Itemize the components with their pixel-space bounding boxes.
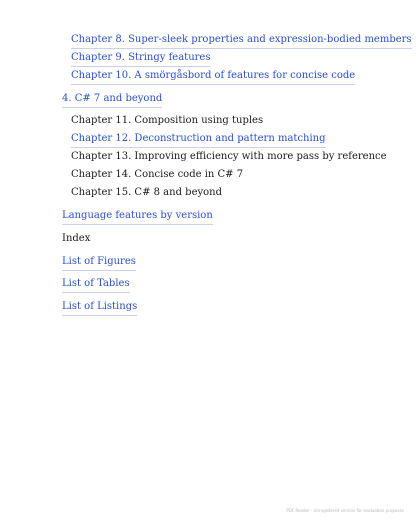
toc-link-chapter-10[interactable]: Chapter 10. A smörgåsbord of features for concise code (71, 69, 355, 85)
toc-link-list-of-figures[interactable]: List of Figures (62, 255, 136, 271)
toc-link-chapter-9[interactable]: Chapter 9. Stringy features (71, 51, 210, 67)
toc-link-list-of-tables[interactable]: List of Tables (62, 277, 130, 293)
toc-item-chapter-14: Chapter 14. Concise code in C# 7 (71, 169, 244, 180)
toc-link-language-features[interactable]: Language features by version (62, 209, 213, 225)
watermark-footer: PDF Reader - Unregistered version for evaluation purposes (286, 508, 404, 513)
toc-item-index: Index (62, 233, 91, 244)
toc-item-chapter-13: Chapter 13. Improving efficiency with more pass by reference (71, 151, 387, 162)
toc-item-chapter-15: Chapter 15. C# 8 and beyond (71, 187, 222, 198)
toc-link-chapter-12[interactable]: Chapter 12. Deconstruction and pattern matching (71, 132, 326, 148)
toc-link-part-4[interactable]: 4. C# 7 and beyond (62, 92, 162, 108)
toc-item-chapter-11: Chapter 11. Composition using tuples (71, 115, 264, 126)
toc-link-list-of-listings[interactable]: List of Listings (62, 300, 137, 316)
toc-link-chapter-8[interactable]: Chapter 8. Super-sleek properties and expression-bodied members (71, 33, 412, 49)
